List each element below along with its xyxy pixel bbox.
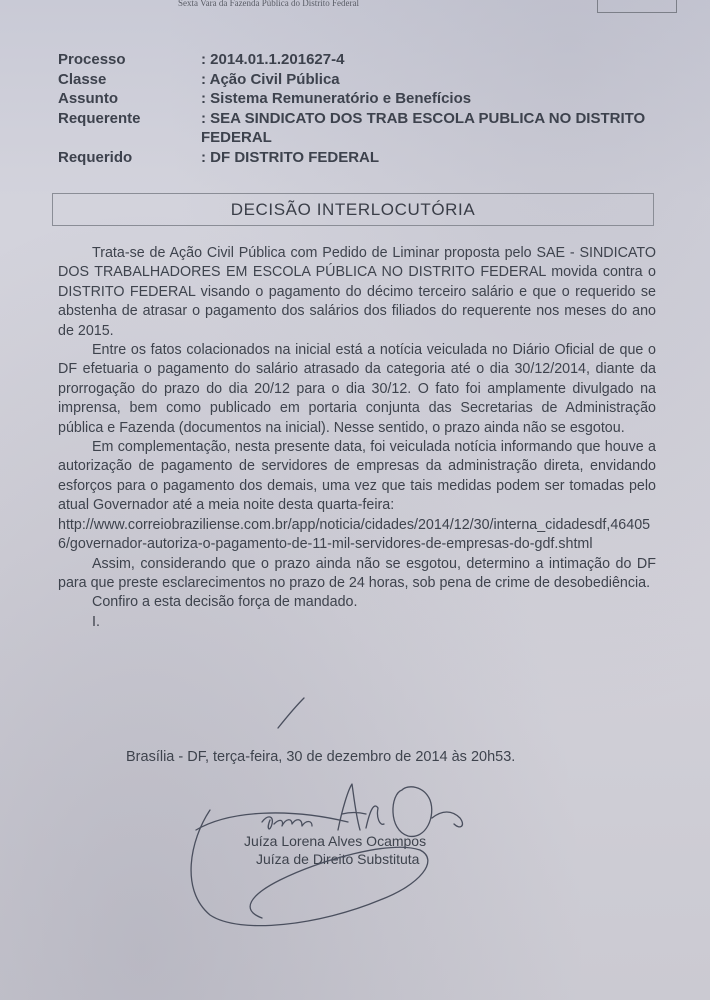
date-line: Brasília - DF, terça-feira, 30 de dezembro de 2014 às 20h53. — [126, 749, 516, 765]
case-value: : 2014.01.1.201627-4 — [201, 51, 345, 68]
body-paragraph: Em complementação, nesta presente data, foi veiculada notícia informando que houve a autorização de pagamento de servidores de empresas da administração direta, envidando esforços para o pagamento dos demais, uma vez que tais medidas podem ser tomadas pelo atual Governador até a meia noite desta quarta-feira: — [58, 439, 656, 514]
case-label: Classe — [58, 70, 107, 88]
case-row-requerente — [58, 109, 698, 148]
decision-title: DECISÃO INTERLOCUTÓRIA — [230, 200, 476, 219]
case-value: : SEA SINDICATO DOS TRAB ESCOLA PUBLICA NO DISTRITO FEDERAL — [201, 109, 646, 146]
decision-body — [58, 244, 656, 632]
case-row-processo — [58, 50, 698, 70]
decision-title-box — [52, 193, 654, 226]
handwritten-signature — [170, 690, 510, 940]
case-value: : Ação Civil Pública — [201, 70, 340, 88]
initial-mark: I. — [92, 613, 100, 630]
body-paragraph: Trata-se de Ação Civil Pública com Pedido de Liminar proposta pelo SAE - SINDICATO DOS TRABALHADORES EM ESCOLA PÚBLICA NO DISTRITO FEDERAL movida contra o DISTRITO FEDERAL visando o pagamento do décimo terceiro salário e que o requerido se abstenha de atrasar o pagamento dos salários dos filiados do requerente nos meses do ano de 2015. — [58, 245, 656, 339]
case-label: Processo — [58, 51, 126, 68]
news-link: http://www.correiobraziliense.com.br/app/noticia/cidades/2014/12/30/interna_cidadesdf,464056/governador-autoriza-o-pagamento-de-11-mil-servidores-de-empresas-do-gdf.shtml — [58, 516, 651, 553]
case-row-assunto — [58, 89, 698, 109]
body-paragraph: Confiro a esta decisão força de mandado. — [92, 594, 358, 611]
corner-stamp-box — [597, 0, 677, 13]
case-info — [58, 50, 698, 167]
case-row-classe — [58, 70, 698, 90]
body-paragraph: Entre os fatos colacionados na inicial está a notícia veiculada no Diário Oficial de que o DF efetuaria o pagamento do salário atrasado da categoria até o dia 30/12/2014, diante da prorrogação do prazo do dia 20/12 para o dia 30/12. O fato foi amplamente divulgado na imprensa, bem como publicado em portaria conjunta das Secretarias de Administração pública e Fazenda (documentos na inicial). Nesse sentido, o prazo ainda não se esgotou. — [58, 342, 656, 436]
case-row-requerido — [58, 148, 698, 168]
case-value: : Sistema Remuneratório e Benefícios — [201, 90, 472, 107]
case-label: Assunto — [58, 90, 118, 107]
court-header: Sexta Vara da Fazenda Pública do Distrito Federal — [178, 0, 360, 8]
case-label: Requerente — [58, 109, 141, 127]
body-paragraph: Assim, considerando que o prazo ainda não se esgotou, determino a intimação do DF para que preste esclarecimentos no prazo de 24 horas, sob pena de crime de desobediência. — [58, 555, 656, 591]
case-label: Requerido — [58, 148, 133, 166]
judge-name: Juíza Lorena Alves Ocampos — [244, 833, 427, 849]
case-value: : DF DISTRITO FEDERAL — [201, 148, 380, 166]
judge-title: Juíza de Direito Substituta — [256, 851, 420, 867]
